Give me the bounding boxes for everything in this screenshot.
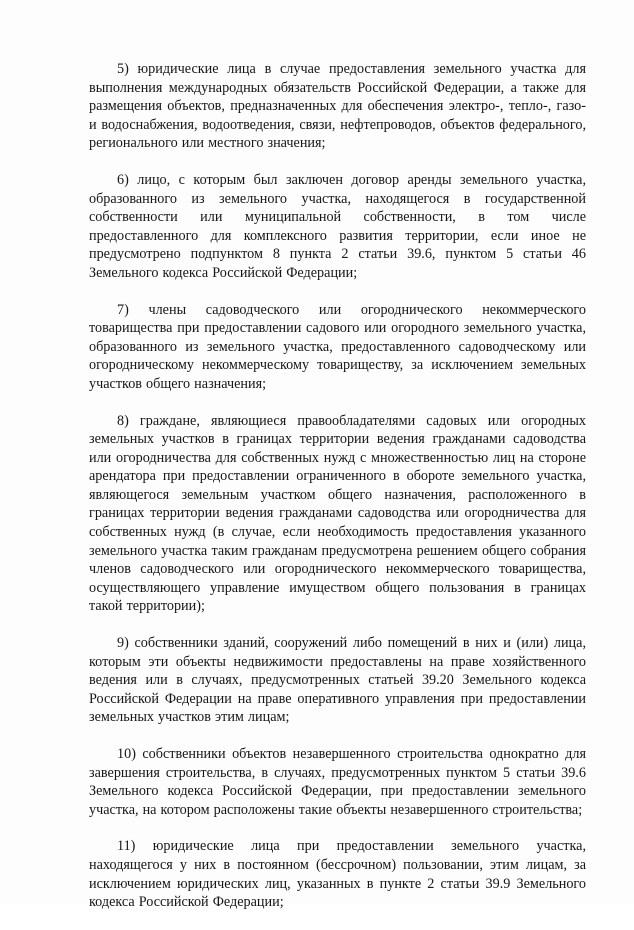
paragraph-item-10: 10) собственники объектов незавершенного строительства однократно для завершения строительства, в случаях, предусмотренных пунктом 5 статьи 39.6 Земельного кодекса Российской Федерации, при предоставлении земельного участка, на котором расположены такие объекты незавершенного строительства; bbox=[89, 746, 586, 818]
paragraph-item-6: 6) лицо, с которым был заключен договор аренды земельного участка, образованного из земельного участка, находящегося в государственной собственности или муниципальной собственности, в том числе предоставленного для комплексного развития территории, если иное не предусмотрено подпунктом 8 пункта 2 статьи 39.6, пунктом 5 статьи 46 Земельного кодекса Российской Федерации; bbox=[89, 171, 586, 281]
document-body bbox=[89, 60, 586, 930]
paragraph-item-5: 5) юридические лица в случае предоставления земельного участка для выполнения международных обязательств Российской Федерации, а также для размещения объектов, предназначенных для обеспечения электро-, тепло-, газо- и водоснабжения, водоотведения, связи, нефтепроводов, объектов федерального, регионального или местного значения; bbox=[89, 61, 586, 152]
paragraph-item-8: 8) граждане, являющиеся правообладателями садовых или огородных земельных участков в границах территории ведения гражданами садоводства или огородничества для собственных нужд с множественностью лиц на стороне арендатора при предоставлении ограниченного в обороте земельного участка, являющегося земельным участком общего назначения, расположенного в границах территории ведения гражданами садоводства или огородничества для собственных нужд (в случае, если необходимость предоставления указанного земельного участка таким гражданам предусмотрена решением общего собрания членов садоводческого или огороднического некоммерческого товарищества, осуществляющего управление имуществом общего пользования в границах такой территории); bbox=[89, 412, 586, 615]
paragraph-item-9: 9) собственники зданий, сооружений либо помещений в них и (или) лица, которым эти объекты недвижимости предоставлены на праве хозяйственного ведения или в случаях, предусмотренных статьей 39.20 Земельного кодекса Российской Федерации на праве оперативного управления при предоставлении земельных участков этим лицам; bbox=[89, 635, 586, 726]
paragraph-item-11: 11) юридические лица при предоставлении земельного участка, находящегося у них в постоянном (бессрочном) пользовании, этим лицам, за исключением юридических лиц, указанных в пункте 2 статьи 39.9 Земельного кодекса Российской Федерации; bbox=[89, 838, 586, 911]
paragraph-item-7: 7) члены садоводческого или огороднического некоммерческого товарищества при предоставлении садового или огородного земельного участка, образованного из земельного участка, предоставленного садоводческому или огородническому некоммерческому товариществу, за исключением земельных участков общего назначения; bbox=[89, 301, 586, 392]
